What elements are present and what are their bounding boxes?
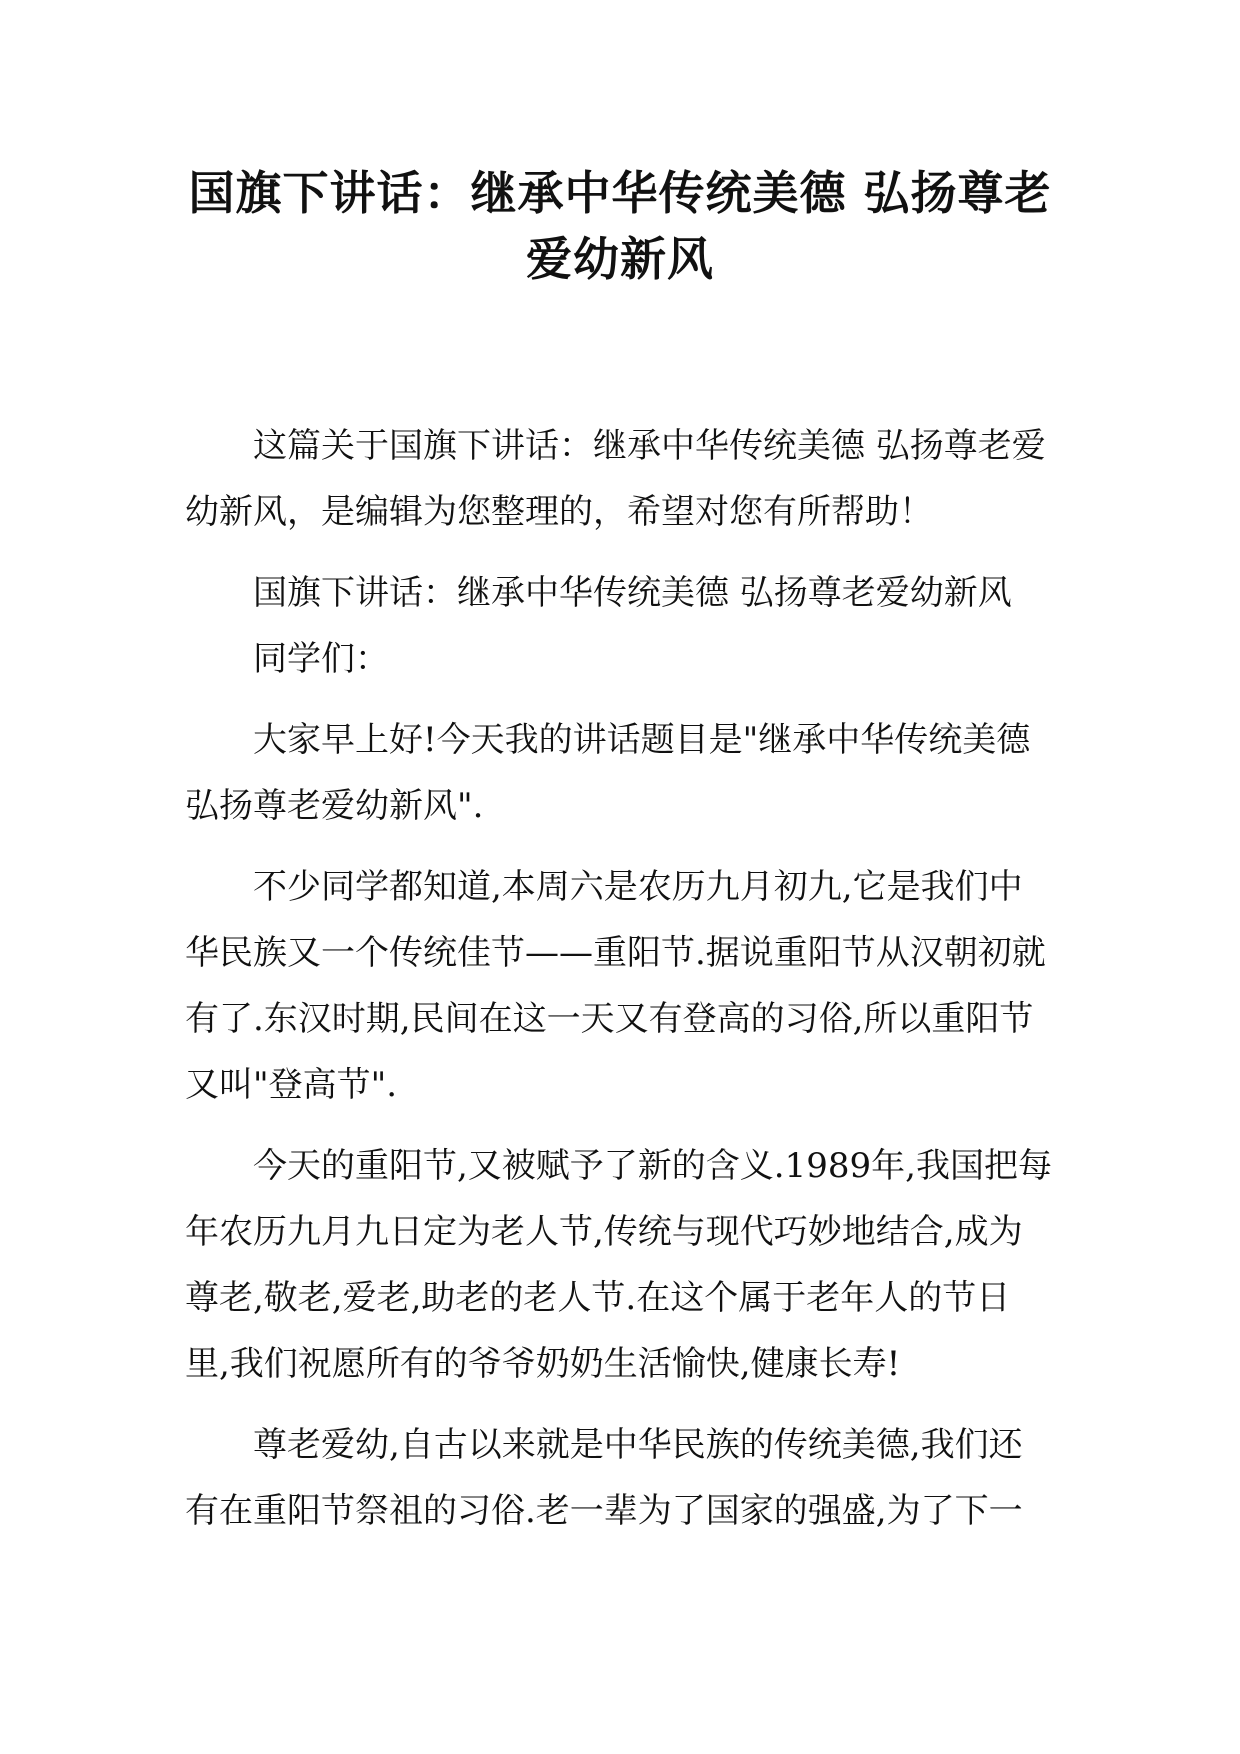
body-paragraph: 尊老爱幼,自古以来就是中华民族的传统美德,我们还有在重阳节祭祖的习俗.老一辈为了国家的强盛,为了下一: [185, 1425, 1023, 1531]
body-paragraph: 不少同学都知道,本周六是农历九月初九,它是我们中华民族又一个传统佳节——重阳节.据说重阳节从汉朝初就有了.东汉时期,民间在这一天又有登高的习俗,所以重阳节又叫"登高节".: [185, 867, 1046, 1105]
document-title: [185, 160, 1055, 292]
body-paragraph: 大家早上好!今天我的讲话题目是"继承中华传统美德弘扬尊老爱幼新风".: [185, 720, 1031, 826]
title-line-1: 国旗下讲话：继承中华传统美德 弘扬尊老: [188, 166, 1052, 220]
title-line-2: 爱幼新风: [526, 232, 714, 286]
salutation-paragraph: 同学们：: [253, 639, 389, 679]
document-body: [185, 413, 1055, 1559]
speech-title-paragraph: 国旗下讲话：继承中华传统美德 弘扬尊老爱幼新风: [253, 573, 1012, 613]
body-paragraph: 今天的重阳节,又被赋予了新的含义.1989年,我国把每年农历九月九日定为老人节,传统与现代巧妙地结合,成为尊老,敬老,爱老,助老的老人节.在这个属于老年人的节日里,我们祝愿所有的爷爷奶奶生活愉快,健康长寿!: [185, 1146, 1052, 1384]
intro-paragraph: 这篇关于国旗下讲话：继承中华传统美德 弘扬尊老爱幼新风，是编辑为您整理的，希望对您有所帮助！: [185, 426, 1046, 532]
